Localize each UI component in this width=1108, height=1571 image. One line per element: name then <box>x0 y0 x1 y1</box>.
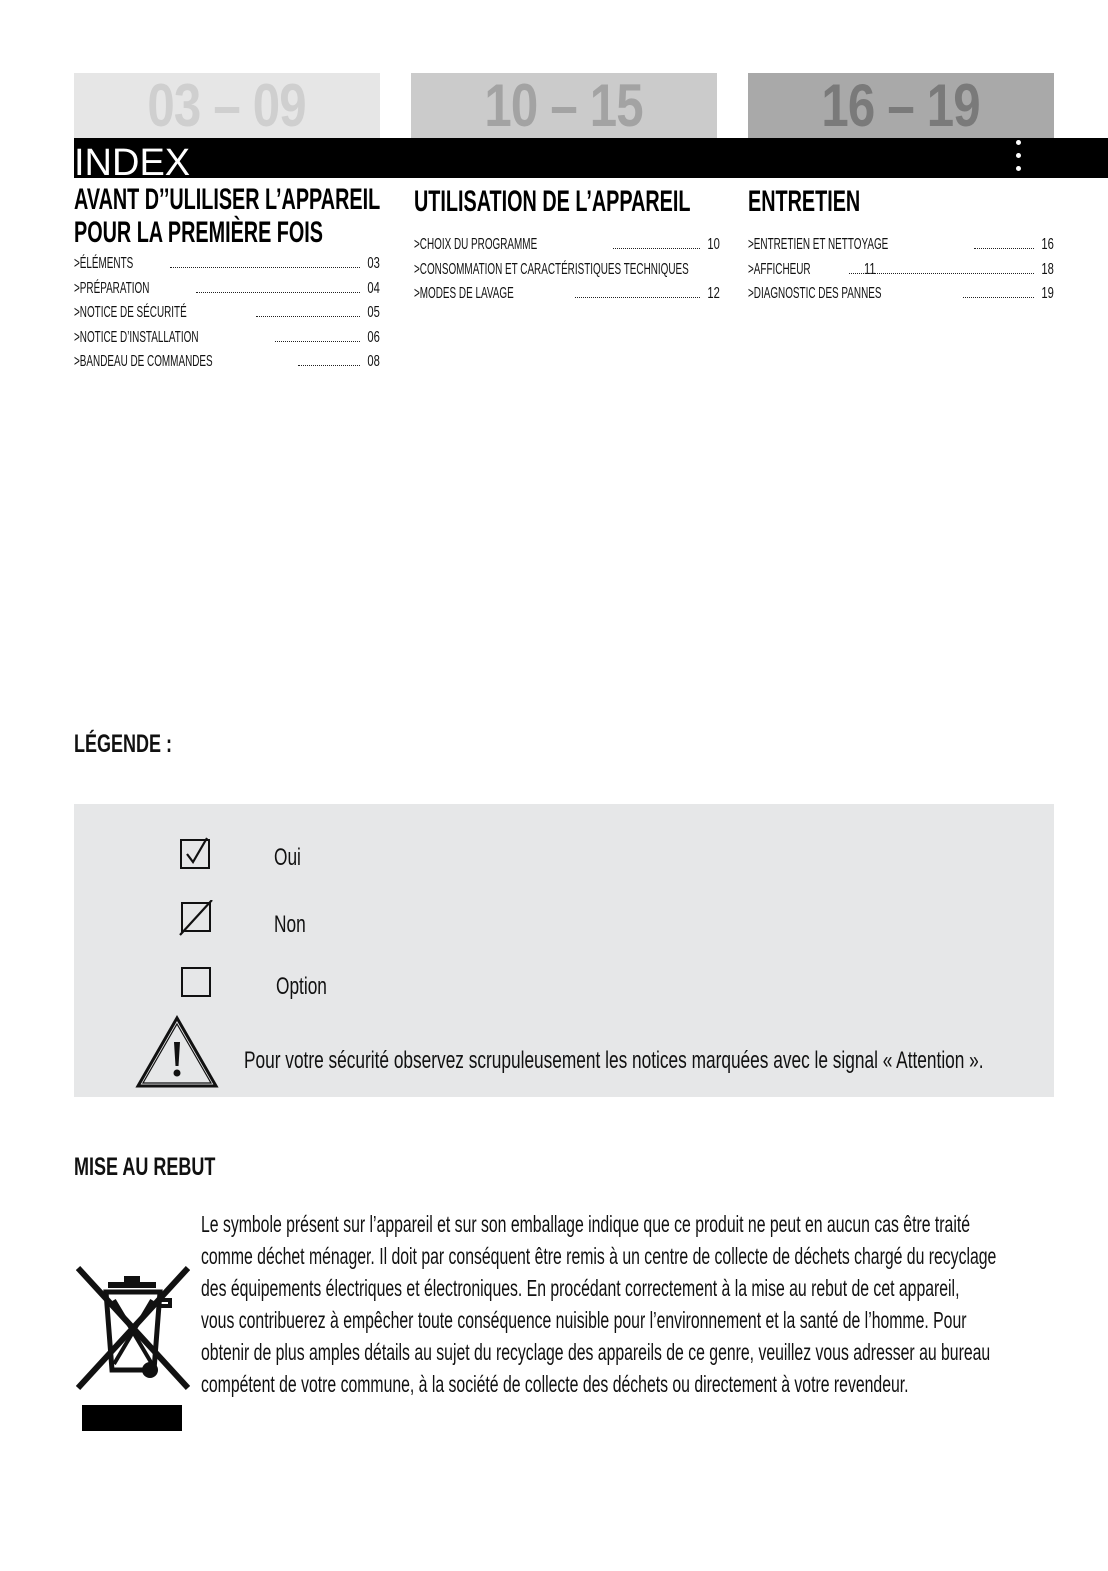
disposal-line: vous contribuerez à empêcher toute conséquence nuisible pour l’environnement et la santé de l’homme. Pour <box>201 1307 967 1333</box>
toc-item[interactable]: >CONSOMMATION ET CARACTÉRISTIQUES TECHNIQUES 11 <box>414 260 876 278</box>
disposal-title: MISE AU REBUT <box>74 1153 216 1181</box>
disposal-text <box>201 1208 1054 1400</box>
section-1-toc <box>74 255 380 378</box>
section-1-title: AVANT D’’ULILISER L’APPAREIL POUR LA PREMIÈRE FOIS <box>74 183 381 249</box>
toc-item[interactable]: >ÉLÉMENTS 03 <box>74 255 380 272</box>
toc-item[interactable]: >DIAGNOSTIC DES PANNES 19 <box>748 285 1054 302</box>
checkbox-crossed-icon <box>179 900 213 936</box>
legend-no-label: Non <box>274 911 306 938</box>
toc-item[interactable]: >CHOIX DU PROGRAMME 10 <box>414 236 720 253</box>
legend-title: LÉGENDE : <box>74 730 173 758</box>
legend-warning-text: Pour votre sécurité observez scrupuleusement les notices marquées avec le signal « Attention ». <box>244 1047 984 1074</box>
toc-item[interactable]: >NOTICE D’INSTALLATION 06 <box>74 328 380 346</box>
toc-item[interactable]: >BANDEAU DE COMMANDES 08 <box>74 353 380 370</box>
disposal-line: obtenir de plus amples détails au sujet du recyclage des appareils de ce genre, veuillez vous adresser au bureau <box>201 1339 991 1365</box>
toc-item[interactable]: >PRÉPARATION 04 <box>74 279 380 297</box>
crossed-bin-icon <box>76 1264 190 1394</box>
warning-triangle-icon <box>134 1014 220 1090</box>
section-3-title: ENTRETIEN <box>748 185 861 218</box>
checkbox-checked-icon <box>179 836 213 870</box>
legend-yes-label: Oui <box>274 844 301 871</box>
toc-item[interactable]: >ENTRETIEN ET NETTOYAGE 16 <box>748 236 1054 253</box>
range-tab-3: 16 – 19 <box>748 73 1054 138</box>
index-bar <box>74 138 1108 178</box>
index-title: INDEX <box>74 142 191 178</box>
toc-item[interactable]: >AFFICHEUR 18 <box>748 260 1054 278</box>
section-2-title: UTILISATION DE L’APPAREIL <box>414 185 691 218</box>
toc-item[interactable]: >NOTICE DE SÉCURITÉ 05 <box>74 304 380 321</box>
legend-option-label: Option <box>276 973 327 1000</box>
legend-box <box>74 804 1054 1097</box>
range-tab-1: 03 – 09 <box>74 73 380 138</box>
black-bar <box>82 1405 182 1431</box>
disposal-line: des équipements électriques et électroniques. En procédant correctement à la mise au rebut de cet appareil, <box>201 1275 960 1301</box>
section-2-toc <box>414 236 876 310</box>
dots-decoration <box>1016 140 1024 176</box>
toc-item[interactable]: >MODES DE LAVAGE 12 <box>414 285 720 302</box>
checkbox-empty-icon <box>179 965 213 999</box>
disposal-line: Le symbole présent sur l’appareil et sur son emballage indique que ce produit ne peut en aucun cas être traité <box>201 1211 971 1237</box>
range-tab-2: 10 – 15 <box>411 73 717 138</box>
disposal-line: compétent de votre commune, à la société de collecte des déchets ou directement à votre revendeur. <box>201 1371 909 1397</box>
section-3-toc <box>748 236 1054 310</box>
disposal-line: comme déchet ménager. Il doit par conséquent être remis à un centre de collecte de déchets chargé du recyclage <box>201 1243 997 1269</box>
